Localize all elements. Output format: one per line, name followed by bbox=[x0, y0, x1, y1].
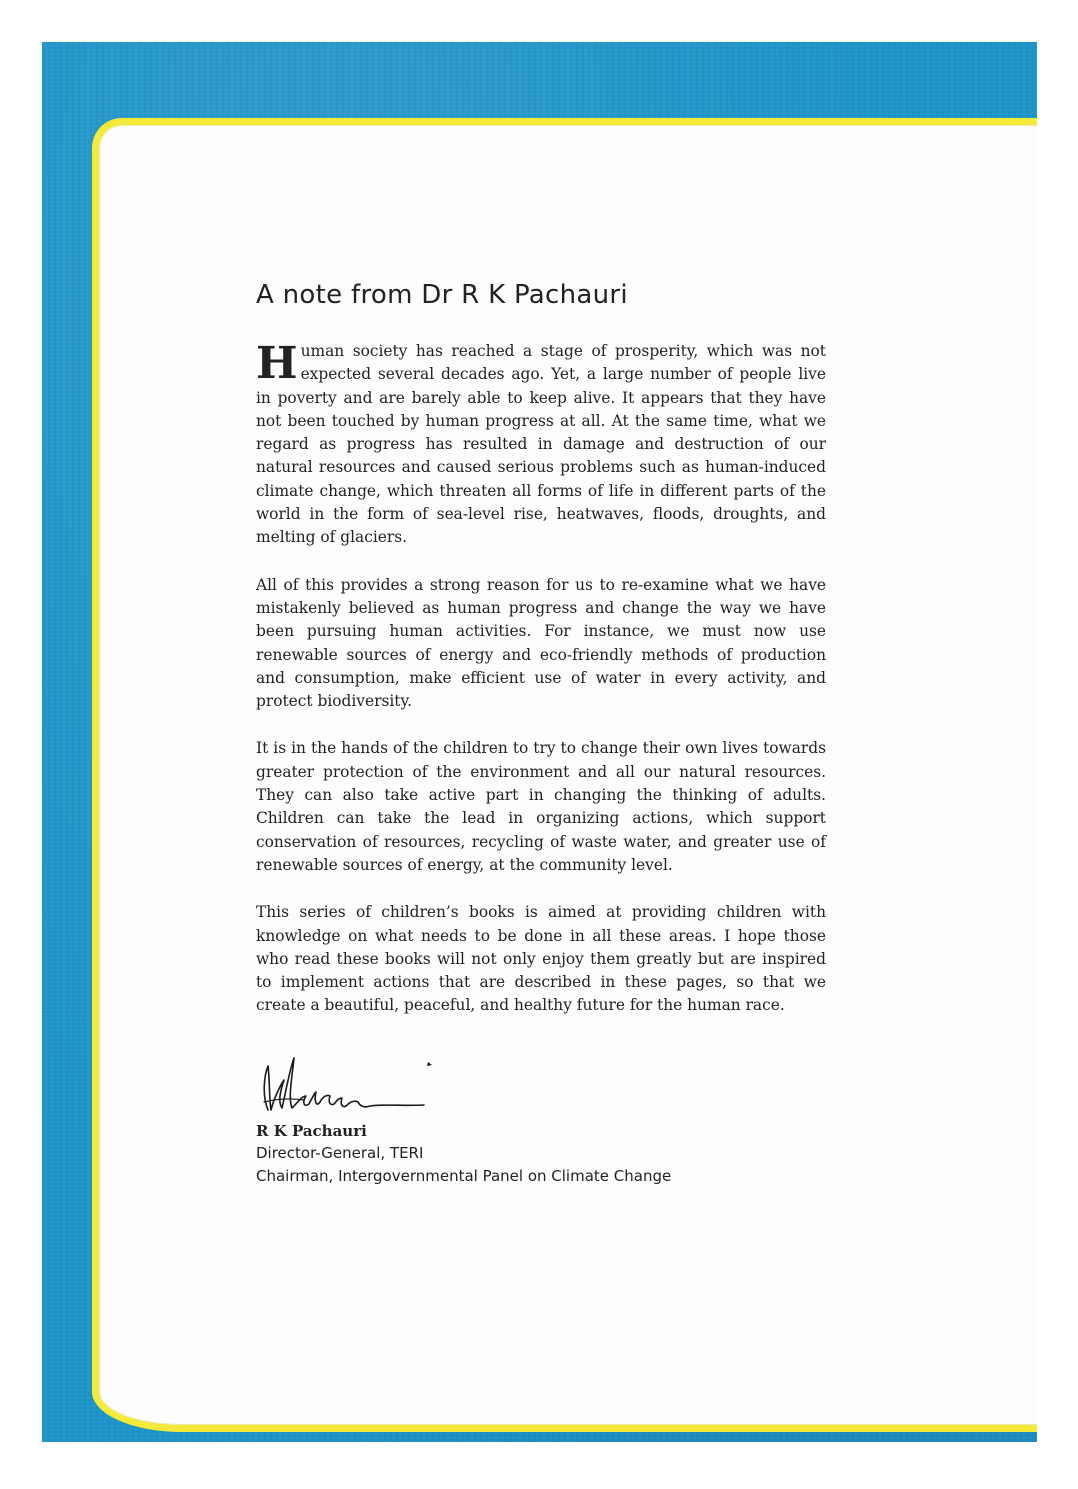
handwritten-signature bbox=[254, 1036, 444, 1120]
drop-cap: H bbox=[256, 338, 298, 389]
paragraph-2: All of this provides a strong reason for us to re-examine what we have mistakenly believed as human progress and change the way we have been pursuing human activities. For instance, we must now use renewable sources of energy and eco-friendly methods of production and consumption, make efficient use of water in every activity, and protect biodiversity. bbox=[256, 575, 826, 711]
paragraph-1-text: uman society has reached a stage of prosperity, which was not expected several decades ago. Yet, a large number of people live in poverty and are barely able to keep alive. It appears that they have not been touched by human progress at all. At the same time, what we regard as progress has resulted in damage and destruction of our natural resources and caused serious problems such as human-induced climate change, which threaten all forms of life in different parts of the world in the form of sea-level rise, heatwaves, floods, droughts, and melting of glaciers. bbox=[256, 342, 826, 547]
paragraph-1 bbox=[256, 340, 826, 550]
signatory-name: R K Pachauri bbox=[256, 1121, 367, 1140]
note-content bbox=[256, 280, 826, 1188]
paragraph-3: It is in the hands of the children to try to change their own lives towards greater protection of the environment and all our natural resources. They can also take active part in changing the thinking of adults. Children can take the lead in organizing actions, which support conservation of resources, recycling of waste water, and greater use of renewable sources of energy, at the community level. bbox=[256, 739, 826, 874]
page-title: A note from Dr R K Pachauri bbox=[256, 280, 628, 310]
signatory-title-1: Director-General, TERI bbox=[256, 1143, 424, 1162]
paragraph-4: This series of children’s books is aimed at providing children with knowledge on what needs to be done in all these areas. I hope those who read these books will not only enjoy them greatly but are inspired to implement actions that are described in these pages, so that we create a beautiful, peaceful, and healthy future for the human race. bbox=[256, 903, 826, 1015]
signatory-title-2: Chairman, Intergovernmental Panel on Climate Change bbox=[256, 1166, 672, 1185]
